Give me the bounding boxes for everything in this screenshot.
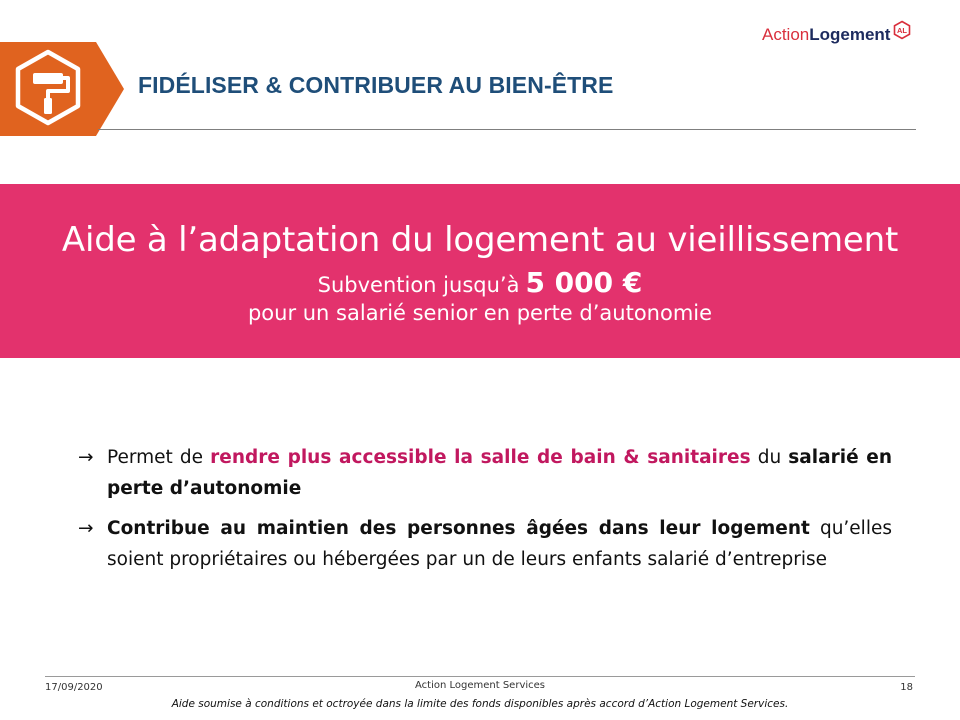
brand-name-part1: Action xyxy=(762,25,810,44)
banner-subtitle-2: pour un salarié senior en perte d’autonomie xyxy=(247,301,713,325)
bullet-bold: salarié en perte d’autonomie xyxy=(107,447,893,499)
bullet-item xyxy=(78,513,892,575)
al-logo-icon xyxy=(892,20,912,40)
action-logement-logo xyxy=(762,20,912,44)
page-title: FIDÉLISER & CONTRIBUER AU BIEN-ÊTRE xyxy=(138,72,614,98)
footer-company: Action Logement Services xyxy=(414,680,545,691)
bullet-list xyxy=(78,442,892,584)
banner-subtitle-prefix: Subvention jusqu’à xyxy=(317,273,520,297)
bullet-text: qu’elles soient propriétaires ou hébergées par un de leurs enfants salarié d’entreprise xyxy=(107,518,892,570)
arrow-right-icon: → xyxy=(78,447,94,468)
highlight-banner xyxy=(0,184,960,358)
bullet-text: Permet de xyxy=(107,447,211,468)
brand-name-part2: Logement xyxy=(809,25,891,44)
bullet-highlight: rendre plus accessible la salle de bain & sanitaires xyxy=(210,447,751,468)
svg-text:AL: AL xyxy=(897,26,908,35)
page-number: 18 xyxy=(900,682,913,693)
banner-subtitle xyxy=(0,266,960,302)
arrow-right-icon: → xyxy=(78,518,94,539)
brand-name xyxy=(762,24,890,46)
header-divider xyxy=(98,129,916,130)
bullet-text: du xyxy=(750,447,789,468)
footer-date: 17/09/2020 xyxy=(45,682,103,693)
section-badge xyxy=(0,42,124,136)
bullet-item xyxy=(78,442,892,504)
footer-divider xyxy=(45,676,915,677)
bullet-bold: Contribue au maintien des personnes âgées dans leur logement xyxy=(107,518,810,539)
banner-title: Aide à l’adaptation du logement au vieillissement xyxy=(61,220,899,260)
footer-disclaimer: Aide soumise à conditions et octroyée dans la limite des fonds disponibles après accord d’Action Logement Services. xyxy=(171,698,789,710)
banner-amount: 5 000 € xyxy=(525,266,643,299)
